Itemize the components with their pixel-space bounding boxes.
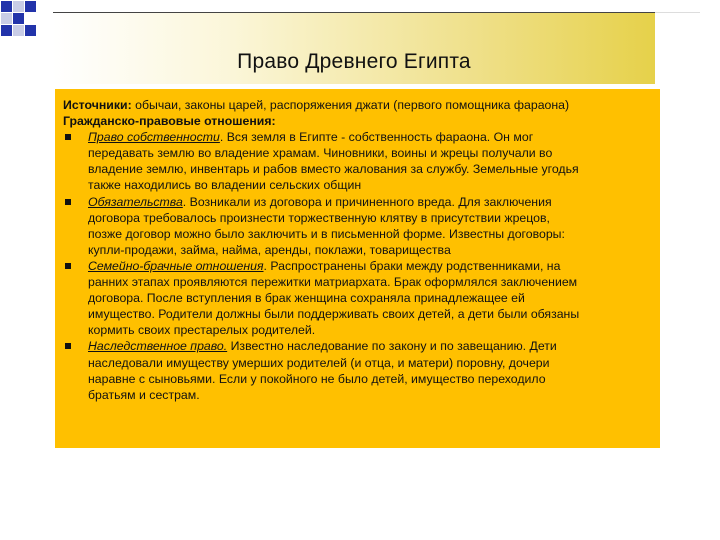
- term-label: Семейно-брачные отношения: [88, 258, 264, 273]
- square-bullet-icon: [65, 199, 71, 205]
- title-rule: [655, 12, 700, 13]
- corner-decoration: [0, 0, 60, 50]
- item-line: наравне с сыновьями. Если у покойного не было детей, имущество переходило: [88, 371, 546, 386]
- item-line: также находились во владении сельских общин: [88, 178, 362, 193]
- decor-square: [1, 13, 12, 24]
- list-item-inheritance: [63, 338, 650, 402]
- list-item-property: [63, 129, 650, 193]
- item-line: договора требовалось произнести торжественную клятву в присутствии жрецов,: [88, 210, 550, 225]
- item-text: . Распространены браки между родственниками, на: [263, 258, 561, 273]
- item-line: наследовали имуществу умерших родителей (и отца, и матери) поровну, дочери: [88, 355, 550, 370]
- item-line: ранних этапах проявляются пережитки матриархата. Брак оформлялся заключением: [88, 275, 578, 290]
- sources-line: [63, 97, 650, 113]
- term-label: Обязательства: [88, 194, 183, 209]
- square-bullet-icon: [65, 343, 71, 349]
- decor-square: [1, 25, 12, 36]
- decor-square: [1, 1, 12, 12]
- item-line: позже договор можно было заключить и в письменной форме. Известны договоры:: [88, 226, 565, 241]
- item-line: братьям и сестрам.: [88, 387, 200, 402]
- decor-square: [13, 13, 24, 24]
- item-line: владение землю, инвентарь и рабов вместо жалования за службу. Земельные угодья: [88, 162, 579, 177]
- list-item-obligations: [63, 194, 650, 258]
- civil-relations-heading: Гражданско-правовые отношения:: [63, 114, 276, 129]
- decor-square: [25, 1, 36, 12]
- decor-square: [25, 25, 36, 36]
- content-box: [55, 89, 660, 448]
- sources-text: обычаи, законы царей, распоряжения джати (первого помощника фараона): [131, 98, 570, 112]
- decor-square: [13, 1, 24, 12]
- item-line: имущество. Родители должны были поддерживать своих детей, а дети были обязаны: [88, 307, 580, 322]
- item-line: купли-продажи, займа, найма, аренды, поклажи, товарищества: [88, 242, 451, 257]
- term-label: Право собственности: [88, 130, 220, 145]
- decor-square: [13, 25, 24, 36]
- item-line: кормить своих престарелых родителей.: [88, 323, 316, 338]
- item-text: Известно наследование по закону и по завещанию. Дети: [227, 339, 557, 354]
- list-item-family: [63, 258, 650, 338]
- item-text: . Вся земля в Египте - собственность фараона. Он мог: [219, 130, 534, 145]
- sources-label: Источники:: [63, 98, 132, 112]
- square-bullet-icon: [65, 134, 71, 140]
- title-bar: [53, 12, 655, 84]
- item-line: передавать землю во владение храмам. Чиновники, воины и жрецы получали во: [88, 146, 553, 161]
- page-title: Право Древнего Египта: [237, 50, 471, 73]
- term-label: Наследственное право.: [88, 339, 228, 354]
- item-text: . Возникали из договора и причиненного вреда. Для заключения: [182, 194, 552, 209]
- item-line: договора. После вступления в брак женщина сохраняла принадлежащее ей: [88, 291, 525, 306]
- square-bullet-icon: [65, 263, 71, 269]
